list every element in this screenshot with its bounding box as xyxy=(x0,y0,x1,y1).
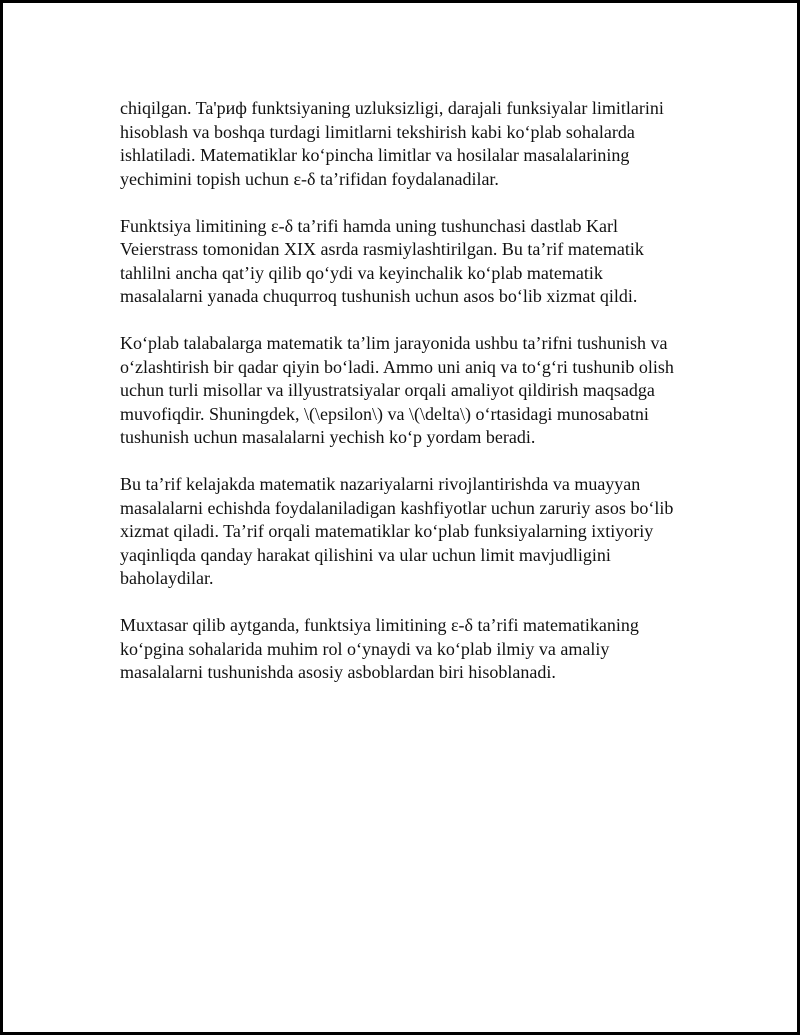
paragraph-5: Muxtasar qilib aytganda, funktsiya limitining ε-δ ta’rifi matematikaning ko‘pgina sohalarida muhim rol o‘ynaydi va ko‘plab ilmiy va amaliy masalalarni tushunishda asosiy asboblardan biri hisoblanadi. xyxy=(120,615,639,682)
paragraph-2: Funktsiya limitining ε-δ ta’rifi hamda uning tushunchasi dastlab Karl Veierstrass tomonidan XIX asrda rasmiylashtirilgan. Bu ta’rif matematik tahlilni ancha qat’iy qilib qo‘ydi va keyinchalik ko‘plab matematik masalalarni yanada chuqurroq tushunish uchun asos bo‘lib xizmat qildi. xyxy=(120,215,644,306)
paragraph-1: chiqilgan. Ta'риф funktsiyaning uzluksizligi, darajali funksiyalar limitlarini hisoblash va boshqa turdagi limitlarni tekshirish kabi ko‘plab sohalarda ishlatiladi. Matematiklar ko‘pincha limitlar va hosilalar masalalarining yechimini topish uchun ε-δ ta’rifidan foydalanadilar. xyxy=(120,98,664,189)
paragraph-3: Ko‘plab talabalarga matematik ta’lim jarayonida ushbu ta’rifni tushunish va o‘zlashtirish bir qadar qiyin bo‘ladi. Ammo uni aniq va to‘g‘ri tushunib olish uchun turli misollar va illyustratsiyalar orqali amaliyot qildirish maqsadga muvofiqdir. Shuningdek, \(\epsilon\) va \(\delta\) o‘rtasidagi munosabatni tushunish uchun masalalarni yechish ko‘p yordam beradi. xyxy=(120,333,674,447)
document-body xyxy=(120,97,690,685)
paragraph-4: Bu ta’rif kelajakda matematik nazariyalarni rivojlantirishda va muayyan masalalarni echishda foydalaniladigan kashfiyotlar uchun zaruriy asos bo‘lib xizmat qiladi. Ta’rif orqali matematiklar ko‘plab funksiyalarning ixtiyoriy yaqinliqda qanday harakat qilishini va ular uchun limit mavjudligini baholaydilar. xyxy=(120,474,674,588)
